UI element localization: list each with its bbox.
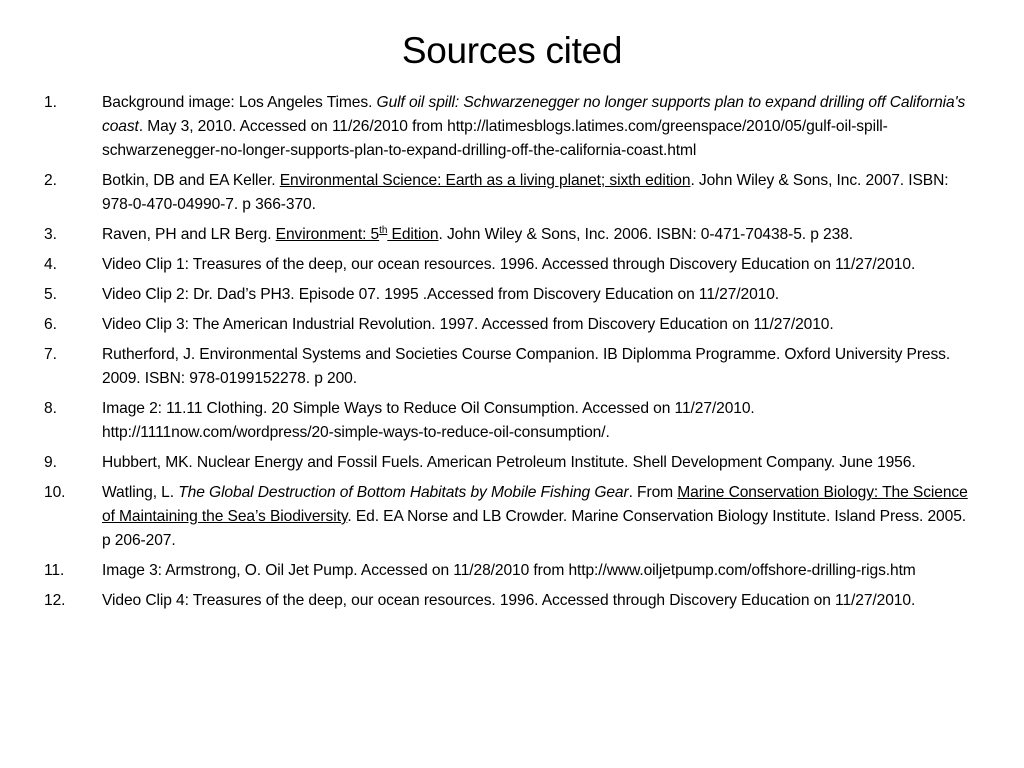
reference-number: 4. [44, 256, 57, 273]
reference-number: 10. [44, 484, 66, 501]
reference-segment: . Ed. EA Norse and LB Crowder. Marine Conservation Biology Institute. Island Press. 2005. p 206-207. [102, 508, 967, 549]
reference-text [102, 313, 974, 337]
reference-text [102, 559, 974, 583]
reference-segment: Hubbert, MK. Nuclear Energy and Fossil Fuels. American Petroleum Institute. Shell Development Company. June 1956. [102, 454, 916, 471]
reference-title-underlined: Edition [387, 226, 439, 243]
reference-number: 8. [44, 400, 57, 417]
reference-title-italic: The Global Destruction of Bottom Habitats by Mobile Fishing Gear [178, 484, 629, 501]
reference-text [102, 397, 974, 445]
reference-number: 2. [44, 172, 57, 189]
reference-item [44, 169, 974, 217]
reference-segment: Image 2: 11.11 Clothing. 20 Simple Ways to Reduce Oil Consumption. Accessed on 11/27/2010. http://1111now.com/wordpress/20-simple-ways-to-reduce-oil-consumption/. [102, 400, 755, 441]
reference-item [44, 589, 974, 613]
reference-number: 7. [44, 346, 57, 363]
reference-text [102, 589, 974, 613]
reference-segment: Image 3: Armstrong, O. Oil Jet Pump. Accessed on 11/28/2010 from http://www.oiljetpump.com/offshore-drilling-rigs.htm [102, 562, 916, 579]
reference-segment: Botkin, DB and EA Keller. [102, 172, 280, 189]
reference-text [102, 451, 974, 475]
reference-item [44, 397, 974, 445]
reference-text [102, 223, 974, 247]
reference-segment: Video Clip 1: Treasures of the deep, our ocean resources. 1996. Accessed through Discovery Education on 11/27/2010. [102, 256, 916, 273]
reference-number: 3. [44, 226, 57, 243]
reference-segment: Video Clip 4: Treasures of the deep, our ocean resources. 1996. Accessed through Discovery Education on 11/27/2010. [102, 592, 916, 609]
reference-title-underlined: Environment: 5 [275, 226, 380, 243]
reference-item [44, 343, 974, 391]
reference-segment: Watling, L. [102, 484, 179, 501]
reference-text [102, 481, 974, 553]
reference-number: 6. [44, 316, 57, 333]
slide-title: Sources cited [401, 30, 623, 71]
reference-list [44, 91, 974, 619]
reference-segment: Raven, PH and LR Berg. [102, 226, 276, 243]
reference-segment: . John Wiley & Sons, Inc. 2007. ISBN: 978-0-470-04990-7. p 366-370. [102, 172, 949, 213]
reference-title-italic: Gulf oil spill: Schwarzenegger no longer supports plan to expand drilling off California's coast [102, 94, 966, 135]
reference-title-underlined: Marine Conservation Biology: The Science of Maintaining the Sea’s Biodiversity [102, 484, 968, 525]
reference-item [44, 451, 974, 475]
reference-text [102, 343, 974, 391]
reference-item [44, 223, 974, 247]
reference-segment: Video Clip 2: Dr. Dad’s PH3. Episode 07. 1995 .Accessed from Discovery Education on 11/27/2010. [102, 286, 780, 303]
reference-item [44, 313, 974, 337]
reference-item [44, 283, 974, 307]
reference-text [102, 283, 974, 307]
reference-item [44, 481, 974, 553]
reference-segment: . May 3, 2010. Accessed on 11/26/2010 from http://latimesblogs.latimes.com/greenspace/2010/05/gulf-oil-spill-schwarzenegger-no-longer-supports-plan-to-expand-drilling-off-the-california-coast.html [102, 118, 888, 159]
reference-item [44, 559, 974, 583]
reference-number: 11. [44, 562, 65, 579]
reference-number: 12. [44, 592, 66, 609]
reference-item [44, 91, 974, 163]
reference-segment: Rutherford, J. Environmental Systems and Societies Course Companion. IB Diplomma Programme. Oxford University Press. 2009. ISBN: 978-0199152278. p 200. [102, 346, 951, 387]
reference-segment: . John Wiley & Sons, Inc. 2006. ISBN: 0-471-70438-5. p 238. [438, 226, 854, 243]
reference-segment: . From [628, 484, 678, 501]
reference-text [102, 91, 974, 163]
reference-segment: Background image: Los Angeles Times. [102, 94, 377, 111]
reference-number: 5. [44, 286, 57, 303]
reference-number: 1. [44, 94, 57, 111]
reference-text [102, 169, 974, 217]
reference-item [44, 253, 974, 277]
reference-text [102, 253, 974, 277]
reference-segment: Video Clip 3: The American Industrial Revolution. 1997. Accessed from Discovery Education on 11/27/2010. [102, 316, 834, 333]
reference-superscript: th [379, 225, 388, 236]
reference-title-underlined: Environmental Science: Earth as a living planet; sixth edition [279, 172, 691, 189]
reference-number: 9. [44, 454, 57, 471]
